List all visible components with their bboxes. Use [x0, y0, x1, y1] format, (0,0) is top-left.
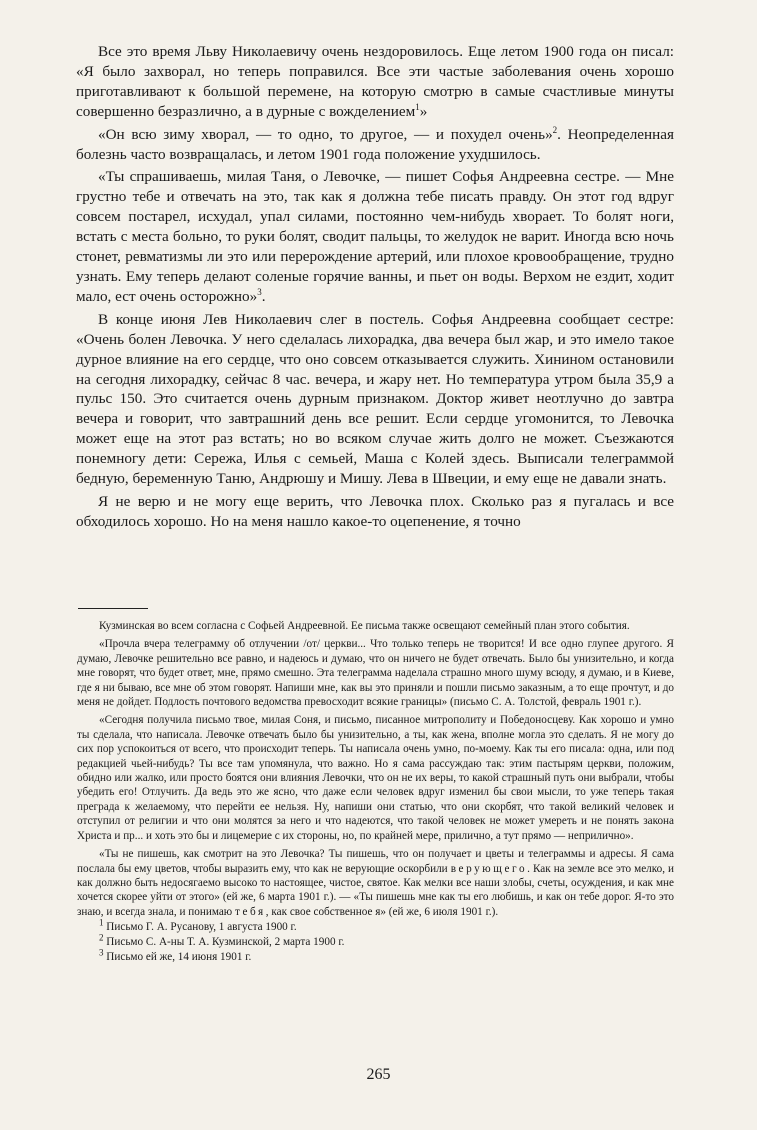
footnote-ref[interactable]: 2 [552, 124, 558, 135]
page-number: 265 [366, 1066, 391, 1083]
footnote-mark: 3 [99, 946, 104, 957]
note-paragraph: «Прочла вчера телеграмму об отлучении /от/ церкви... Что только теперь не творится! И все одно глупее другого. Я думаю, Левочке решительно все равно, и надеюсь и думаю, что он ничего не будет отвечать. Было бы унизительно, и когда мне говорят, что будет ответ, мне, прямо смешно. Эта телеграмма наделала страшно много шуму всюду, я думаю, и в Киеве, где я ни бываю, все мне об этом говорят. Напиши мне, как вы это приняли и пошли письмо заказным, а то еще прочтут, и до меня не дойдет. Подлость почтового ведомства превосходит всякие границы» (письмо С. А. Толстой, февраль 1901 г.). [77, 638, 674, 709]
footnotes-list [77, 917, 674, 964]
paragraph: Все это время Льву Николаевичу очень нездоровилось. Еще летом 1900 года он писал: «Я было захворал, но теперь поправился. Все эти частые заболевания очень хорошо приготавливают к большой перемене, на которую смотрю в самые счастливые минуты совершенно безразлично, а в дурные с вожделением$^1$» [76, 43, 674, 120]
footnote-divider [78, 608, 148, 609]
paragraph: «Ты спрашиваешь, милая Таня, о Левочке, — пишет Софья Андреевна сестре. — Мне грустно тебе и отвечать на это, так как я должна тебе писать правду. Он этот год вдруг совсем постарел, исхудал, упал силами, постоянно чем-нибудь хворает. То болят ноги, встать с места больно, то руки болят, сводит пальцы, то желудок не варит. Иногда всю ночь стонет, ревматизмы ли это или перерождение артерий, или плохое кровообращение, трудно узнать. Ему теперь делают соленые горячие ванны, и пьет он воды. Верхом не ездит, ходит мало, ест очень осторожно»$^3$. [76, 168, 674, 305]
footnote: $^3$ Письмо ей же, 14 июня 1901 г. [99, 946, 252, 963]
note-paragraph: «Сегодня получила письмо твое, милая Соня, и письмо, писанное митрополиту и Победоносцеву. Как хорошо и умно ты сделала, что написала. Левочке отвечать было бы унизительно, а ты, как жена, вполне могла это сделать. Я не могу до сих пор успокоиться от всего, что происходит теперь. Ты написала очень умно, по-моему. Как ты его писала: одна, или под редакцией чьей-нибудь? Ты все там упомянула, что важно. Но я сама рассуждаю так: этим пастырям церкви, положим, обидно или жалко, или просто боятся они влияния Левочки, что он не их веры, то какой страшный путь они выбрали, чтобы убедить его! Отлучить. Да ведь это же ясно, что даже если человек вдруг изменил бы свои мысли, то уже теперь такая преграда к желаемому, что перейти ее нельзя. Ну, напиши они статью, что они скорбят, что такой великий человек и отступил от религии и что они молятся за него и что надеются, что такой человек не может умереть и не понять закона Христа и пр... и хоть это бы и лицемерие с их стороны, но, по крайней мере, прилично, а тут прямо — неприлично». [77, 714, 674, 842]
paragraph: В конце июня Лев Николаевич слег в постель. Софья Андреевна сообщает сестре: «Очень болен Левочка. У него сделалась лихорадка, два вечера был жар, и это имело такое дурное влияние на его сердце, что оно совсем отказывается служить. Хинином остановили на сегодня лихорадку, сейчас 8 час. вечера, и жару нет. Но температура утром была 35,9 а пульс 150. Это считается очень дурным признаком. Доктор живет неотлучно до завтра вечера и говорит, что завтрашний день все решит. Если сердце угомонится, то Левочка может еще на этот раз встать; но во всяком случае жить долго не может. Съезжаются понемногу дети: Сережа, Илья с семьей, Маша с Колей здесь. Выписали телеграммой бедную, беременную Таню, Андрюшу и Мишу. Лева в Швеции, и ему еще не давали знать. [76, 310, 674, 488]
note-paragraph: Кузминская во всем согласна с Софьей Андреевной. Ее письма также освещают семейный план этого события. [99, 620, 630, 632]
main-text [76, 42, 674, 535]
note-paragraph: «Ты не пишешь, как смотрит на это Левочка? Ты пишешь, что он получает и цветы и телеграммы и адресы. Я сама послала бы ему цветов, чтобы выразить ему, что как не верующие оскорбили верующего. Как на земле все это мелко, и как должно быть недосягаемо высоко то настоящее, чистое, святое. Как мелки все наши злобы, счеты, осуждения, и как мне хочется скорее уйти от этого» (ей же, 6 марта 1901 г.). — «Ты пишешь мне как ты его любишь, и как он тебе дорог. Я-то это знаю, и всегда знала, и понимаю тебя, как свое собственное я» (ей же, 6 июля 1901 г.). [77, 848, 674, 918]
paragraph: Я не верю и не могу еще верить, что Левочка плох. Сколько раз я пугалась и все обходилось хорошо. Но на меня нашло какое-то оцепенение, я точно [76, 492, 674, 530]
footnote: $^2$ Письмо С. А-ны Т. А. Кузминской, 2 марта 1900 г. [99, 932, 345, 948]
footnote: $^1$ Письмо Г. А. Русанову, 1 августа 1900 г. [99, 917, 297, 934]
notes-section [77, 619, 674, 966]
footnote-ref[interactable]: 1 [415, 101, 420, 112]
paragraph: «Он всю зиму хворал, — то одно, то другое, — и похудел очень»$^2$. Неопределенная болезнь часто возвращалась, и летом 1901 года положение ухудшилось. [76, 124, 674, 163]
footnote-mark: 2 [99, 932, 104, 943]
emphasis: тебя [234, 905, 266, 918]
emphasis: верующего [450, 862, 528, 875]
footnote-ref[interactable]: 3 [257, 286, 262, 297]
footnote-mark: 1 [99, 917, 104, 928]
